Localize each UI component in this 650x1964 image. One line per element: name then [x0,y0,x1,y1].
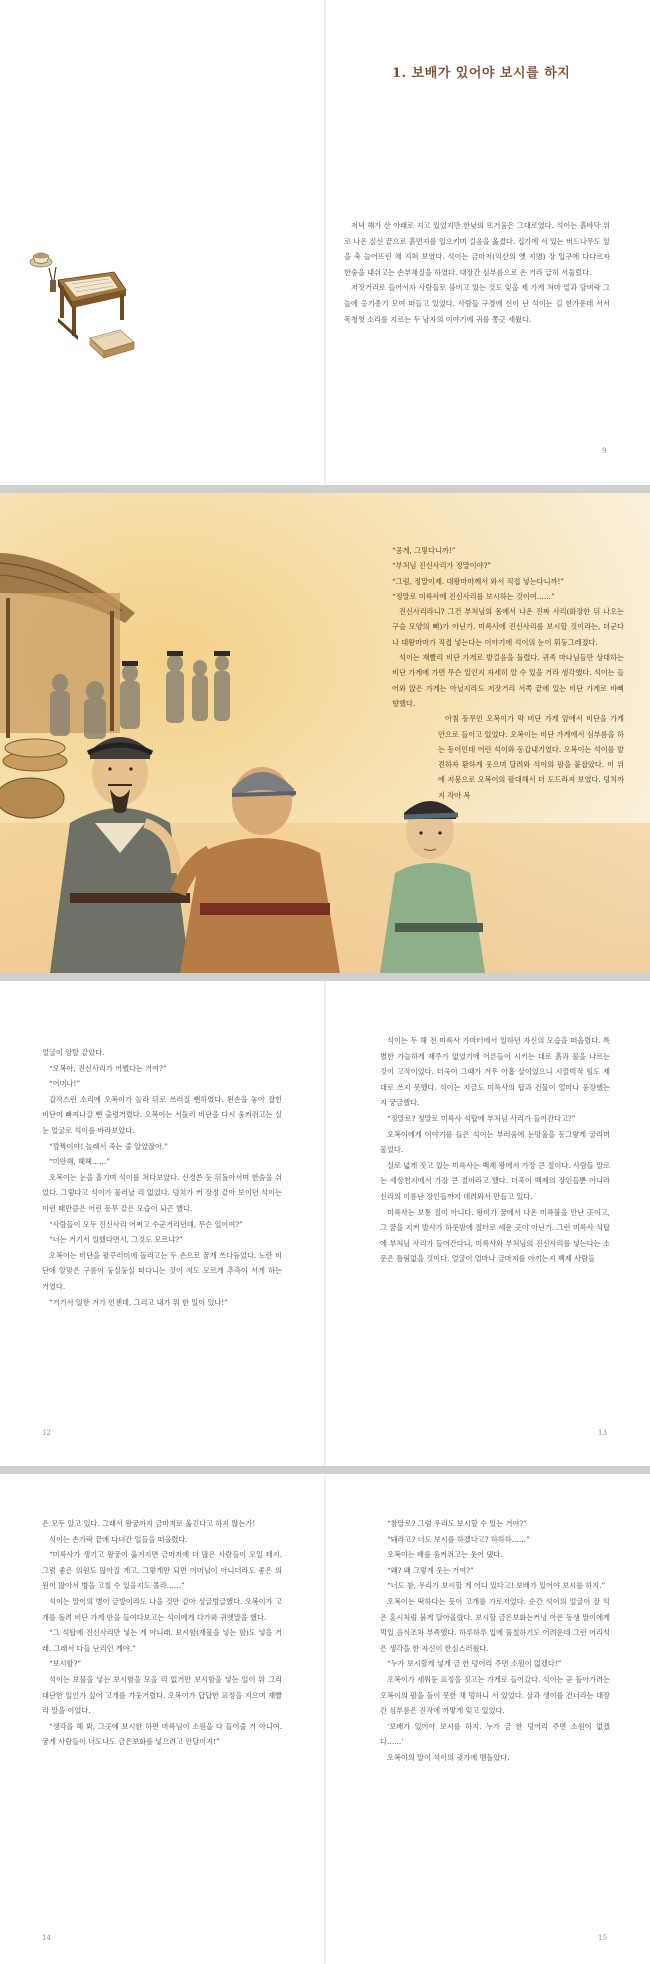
paragraph: 저잣거리로 들어서자 사람들로 붐비고 있는 것도 잊을 제 가게 처마 밑과 담벼락 그늘에 옹기종기 모여 떠들고 있었다. 사람들 구경에 신이 난 석이는 길 한가운데 서서 목청껏 소리를 지르는 두 남자의 이야기에 귀를 쫑긋 세웠다. [344,283,610,324]
paragraph: “보시함?” [49,1659,82,1669]
paragraph: 오복이의 말이 석이의 귓가에 맴돌았다. [387,1752,510,1762]
paragraph: 미륵사는 보통 절이 아니다. 왕비가 꿈에서 나온 미륵불을 만난 곳이고, 그 꿈을 지켜 발사가 하룻밤에 절터로 세운 곳이 아닌가. 그런 미륵사 석탑에 부처님 사리가 들어간다니, 미륵사와 부처님의 진신사리를 넣는다는 소문은 틀림없을 것이다. 얼굴이 얼마나 금마저를 아끼는지 백제 사람들 [380,1207,610,1264]
paragraph: “거기서 일한 거가 언젠데, 그리고 내가 뭐 한 일이 있나!” [49,1297,228,1307]
paragraph: “너도 참, 우리가 보시할 게 어디 있다고! 보배가 있어야 보시를 하지.” [387,1581,606,1591]
paragraph: 석이는 두 해 전 미륵사 가마터에서 일하던 자신의 모습을 떠올렸다. 특별한 가늘하게 재주가 없었기에 어른들이 시키는 대로 흙과 물을 나르는 것이 고작이었다. 더욱이 그때가 겨우 아홉 살이었으니 시끌벅적 힘도 제대로 쓰지 못했다. 석이는 지금도 미륵사의 탑과 건물이 얼마나 웅장했는지 궁금했다. [380,1036,610,1108]
paragraph: ‘보배가 있어야 보시를 하지. 누가 금 한 덩어리 주면 소원이 없겠다……’ [380,1721,610,1747]
spread-pages-8-9 [0,0,650,485]
page-number: 12 [42,1429,51,1437]
paragraph: 석이는 보물을 넣는 보시함을 모을 리 없거만 보시함을 넣는 일이 뭐 그리 대단한 일인가 싶어 고개를 갸웃거렸다. 오복이가 답답한 표정을 지으며 재빨리 말을 이었다. [42,1674,282,1716]
paragraph: 석이는 손가락 끝에 다녀간 일들을 떠올렸다. [49,1534,188,1544]
page-15-body [380,1516,610,1766]
spread-pages-14-15 [0,1474,650,1964]
paragraph: “사람들이 모두 진신사리 어쩌고 수군거리던데, 무슨 일이여?” [49,1219,243,1229]
paragraph: “미륵사가 생기고 왕궁이 옮겨지면 금마저에 더 많은 사람들이 모일 테지. 그럼 좋은 의원도 많아질 게고, 그렇게만 되면 어머님이 아니더라도 좋은 의원이 많아서 병을 고칠 수 있을지도 몰라……” [42,1550,282,1591]
paragraph: 은 모두 알고 있다. 그래서 왕궁까지 금마저로 옮긴다고 하지 않는가! [42,1519,256,1528]
page-13-body [380,1033,610,1267]
paragraph: 오복이는 눈을 흘기며 석이를 쳐다보았다. 신경쓴 듯 뒤돌아서며 한숨을 쉬었다. 그렇다고 석이가 물러날 리 없었다. 덩치가 커 장정 같아 보이던 석이는 이런 때만큼은 어린 동무 같은 모습이 되곤 했다. [42,1172,282,1213]
page-gutter [324,0,326,485]
paragraph: “어머나!” [49,1079,81,1089]
page-number: 14 [42,1934,51,1942]
paragraph: “정말로? 정말로 미륵사 석탑에 부처님 사리가 들어간다고?” [387,1113,576,1123]
page-gutter [324,981,326,1466]
paragraph: 진신사리라니? 그건 부처님의 몸에서 나온 진짜 사리(화장한 뒤 나오는 구슬 모양의 뼈)가 아닌가. 미륵사에 진신사리를 보시할 것이라는, 더군다나 대왕마마가 직접 넣는다는 이야기에 석이의 눈이 휘둥그레졌다. [392,607,624,647]
paragraph: “생각을 해 봐, 그곳에 보시한 하면 마륵님이 소원을 다 들어줄 거 아니여. 궁게 사람들이 너도나도 금은보화를 넣으려고 안달이지!” [42,1721,282,1747]
paragraph: 아침 동무인 오복이가 막 비단 가게 앞에서 비단을 가게 안으로 들이고 있었다. 오복이는 비단 가게에서 심부름을 하는 동이인데 어린 석이와 동갑내기였다. 오복이는 석이를 발견하자 환하게 웃으며 달려와 석이의 팔을 붙잡았다. 이 위에 지붕으로 오복이의 팔대해서 더 도드라져 보였다. 덩치까지 작아 복 [438,714,624,800]
paragraph: 갑작스런 소리에 오복이가 놀라 뒤로 쓰러질 뻔하였다. 왼손을 놓아 잡힌 비단이 빠져나갈 뻔 출렁거렸다. 오복이는 서둘러 비단을 다시 움켜쥐고는 실눈 얼굴로 석이를 바라보았다. [42,1094,282,1135]
paragraph: 실로 넓게 짓고 있는 미륵사는 백제 왕에서 가장 큰 절이다. 사람들 말로는 세상천지에서 가장 큰 절이라고 했다. 더욱이 백제의 장인들뿐 아니라 신라의 이름난 장인들까지 데려와서 만들고 있다. [380,1160,610,1201]
paragraph: 얼굴이 앙탈 같았다. [42,1048,105,1057]
paragraph: 오복이는 딱하다는 듯이 고개를 가로저었다. 순간 석이의 얼굴이 잘 익은 홍시처럼 붉게 달아올랐다. 보시할 금은보화는커녕 아픈 동생 말이에게 먹일 음식조차 부족했다. 하루하루 입에 풀칠하기도 어려운데 그런 어리석은 생각을 한 자신이 한심스러웠다. [380,1596,610,1653]
page-number: 15 [598,1934,607,1942]
page-number: 13 [598,1429,607,1437]
paragraph: “그 석탑에 진신사리만 넣는 게 아니래. 보시함(재물을 넣는 함)도 넣을 거래. 그래서 다들 난리인 게야.” [42,1628,282,1653]
paragraph: 석이는 말이의 병이 금방이라도 나을 것만 같아 싱글벙글했다. 오복이가 고개를 돌려 비단 가게 안을 들여다보고는 석이에게 다가와 귀엣말을 했다. [42,1596,282,1622]
paragraph: 석이는 재빨리 비단 가게로 발걸음을 돌렸다. 귀족 마나님들만 상대하는 비단 가게에 가면 무슨 일인지 자세히 알 수 있을 거라 생각했다. 석이는 들어와 앉은 가게는 아닐지라도 저잣거리 서쪽 끝에 있는 비단 가게로 바삐 향했다. [392,653,624,708]
paragraph: 오복이는 비단을 팔꾸러미에 돌리고는 두 손으로 꿈게 쓰다듬었다. 노란 비단에 알맞은 구름이 둥실둥실 떠다니는 것이 저도 모르게 추측이 서게 하는 거였다. [42,1250,282,1291]
paragraph: “정말로 미륵사에 진신사리를 보시하는 것이여……” [392,591,555,601]
chapter-title: 1. 보배가 있어야 보시를 하지 [392,66,571,81]
paragraph: “깜짝이야! 놀래서 죽는 줄 알았잖아.” [49,1141,168,1151]
paragraph: “너는 거기서 일했다면서, 그것도 모르냐?” [49,1235,183,1245]
paragraph: 오복이는 배를 움켜쥐고는 웃어 댔다. [387,1550,503,1560]
paragraph: “참말로? 그럼 우리도 보시할 수 있는 거여?” [387,1519,527,1528]
page-10-11-body [392,543,624,803]
spread-pages-10-11 [0,493,650,973]
writing-desk-illustration [28,250,138,365]
page-9-body [344,218,610,327]
page-14-body [42,1516,282,1750]
paragraph: “누가 보시할게 넣게 금 한 덩어리 주면 소원이 없겠다!” [387,1659,562,1669]
page-number: 9 [602,447,607,455]
paragraph: “왜? 왜 그렇게 웃는 거여?” [387,1565,474,1575]
paragraph: “미안해, 헤헤……” [49,1157,111,1167]
paragraph: “부처님 진신사리가 정말이야?” [392,561,492,571]
paragraph: “공게, 그렇다니까!” [392,546,456,555]
paragraph: 저녁 해가 산 아래로 지고 있었지만 한낮의 뜨거움은 그대로였다. 석이는 흙바닥 위로 나온 짚신 끝으로 흙먼지를 일으키며 걸음을 옮겼다. 집가에 서 있는 버드나무도 잎을 축 늘어뜨린 채 지쳐 보였다. 석이는 금마저(익산의 옛 지명) 장 입구에 다다르자 한숨을 내쉬고는 손부채질을 하였다. 대장간 심부름으로 온 거라 급히 서둘렀다. [344,221,610,277]
paragraph: “오복아, 진신사리가 어쨌다는 거여?” [49,1063,167,1073]
paragraph: “돼라고? 너도 보시를 하겠다고? 하하하……” [387,1534,530,1544]
paragraph: 오복이가 세워둔 표정을 짓고는 가게로 들어갔다. 석이는 곧 돌아가려는 오복이의 팔을 돌이 못한 채 멍하니 서 있었다. 살과 생이를 건너라는 대장간 심부름은 진작에 까맣게 잊고 있었다. [380,1674,610,1716]
paragraph: “그럼, 정말이제. 대왕마마께서 와서 직접 넣는다니까!” [392,576,565,586]
spread-pages-12-13 [0,981,650,1466]
paragraph: 오복이에게 이야기를 들은 석이는 부러움에 눈망울을 동그랗게 굴리며 물었다. [380,1129,610,1155]
page-gutter [324,1474,326,1964]
page-12-body [42,1045,282,1310]
